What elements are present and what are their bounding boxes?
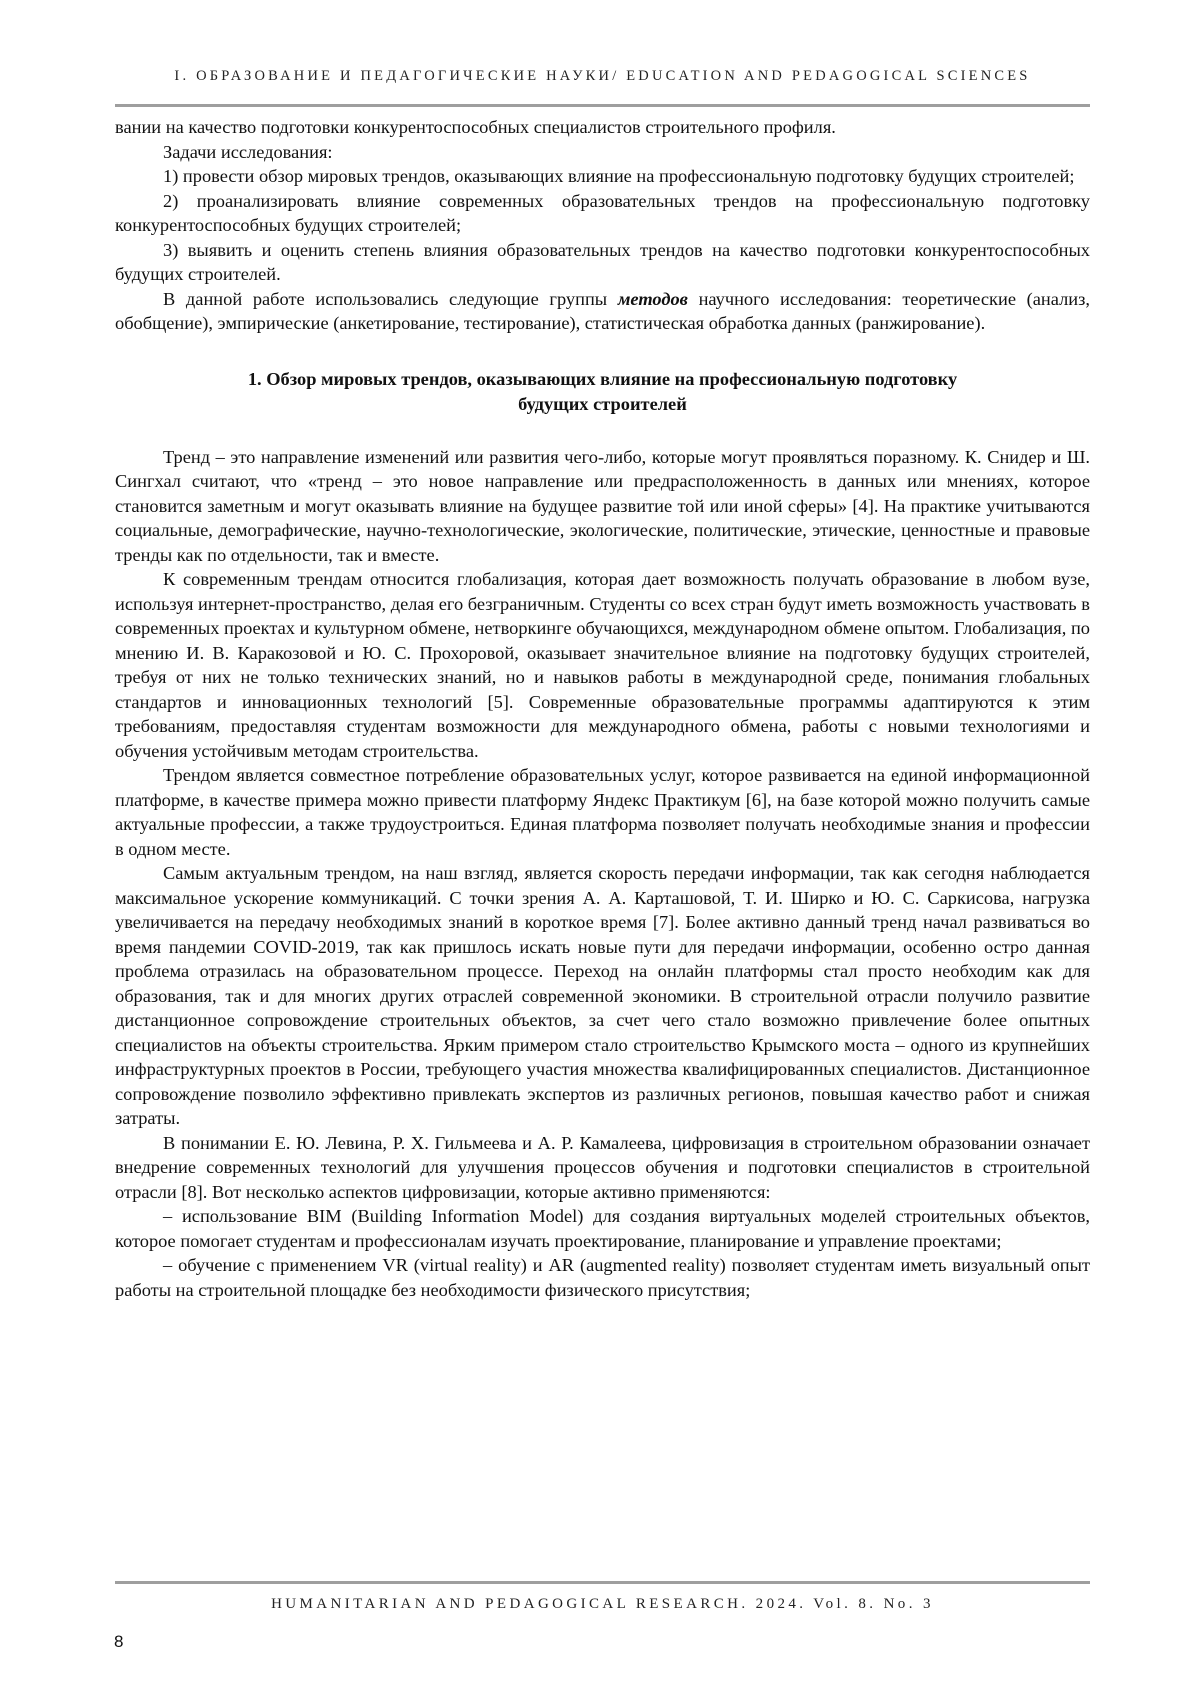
heading-line: будущих строителей: [518, 393, 687, 414]
paragraph: Самым актуальным трендом, на наш взгляд, является скорость передачи информации, так как сегодня наблюдается максимальное ускорение коммуникаций. С точки зрения А. А. Карташовой, Т. И. Ширко и Ю. С. Саркисова, нагрузка увеличивается на передачу необходимых знаний в короткое время [7]. Более активно данный тренд начал развиваться во время пандемии COVID-2019, так как пришлось искать новые пути для передачи информации, особенно остро данная проблема отразилась на образовательном процессе. Переход на онлайн платформы стал просто необходим как для образования, так и для многих других отраслей современной экономики. В строительной отрасли получило развитие дистанционное сопровождение строительных объектов, за счет чего стало возможно привлечение более опытных специалистов на объекты строительства. Ярким примером стало строительство Крымского моста – одного из крупнейших инфраструктурных проектов в России, требующего участия множества квалифицированных специалистов. Дистанционное сопровождение позволило эффективно привлекать экспертов из различных регионов, повышая качество работ и снижая затраты.: [115, 863, 1090, 1128]
paragraph: вании на качество подготовки конкурентоспособных специалистов строительного профиля.: [115, 117, 836, 137]
emphasis: методов: [617, 288, 688, 309]
footer-rule: [115, 1581, 1090, 1584]
methods-paragraph: [115, 287, 1090, 336]
paragraph: В понимании Е. Ю. Левина, Р. Х. Гильмеева и А. Р. Камалеева, цифровизация в строительном образовании означает внедрение современных технологий для улучшения процессов обучения и подготовки специалистов в строительной отрасли [8]. Вот несколько аспектов цифровизации, которые активно применяются:: [115, 1132, 1090, 1202]
paragraph: Задачи исследования:: [163, 141, 333, 162]
paragraph: К современным трендам относится глобализация, которая дает возможность получать образование в любом вузе, используя интернет-пространство, делая его безграничным. Студенты со всех стран будут иметь возможность участвовать в современных проектах и культурном обмене, нетворкинге обучающихся, международном обмене опытом. Глобализация, по мнению И. В. Каракозовой и Ю. С. Прохоровой, оказывает значительное влияние на подготовку будущих строителей, требуя от них не только технических знаний, но и навыков работы в международной среде, понимания глобальных стандартов и инновационных технологий [5]. Современные образовательные программы адаптируются к этим требованиям, предоставляя студентам возможности для международного обмена, работы с новыми технологиями и обучения устойчивым методам строительства.: [115, 569, 1090, 761]
header-rule: [115, 104, 1090, 107]
list-item: 1) провести обзор мировых трендов, оказывающих влияние на профессиональную подготовку будущих строителей;: [163, 166, 1075, 186]
running-head: I. ОБРАЗОВАНИЕ И ПЕДАГОГИЧЕСКИЕ НАУКИ/ EDUCATION AND PEDAGOGICAL SCIENCES: [174, 68, 1031, 84]
list-item: – обучение с применением VR (virtual reality) и AR (augmented reality) позволяет студентам иметь визуальный опыт работы на строительной площадке без необходимости физического присутствия;: [115, 1255, 1090, 1300]
paragraph: Тренд – это направление изменений или развития чего-либо, которые могут проявляться поразному. К. Снидер и Ш. Сингхал считают, что «тренд – это новое направление или предрасположенность в данных или мнениях, которое становится заметным и могут оказывать влияние на будущее развитие той или иной сферы» [4]. На практике учитываются социальные, демографические, научно-технологические, экологические, политические, этические, ценностные и правовые тренды как по отдельности, так и вместе.: [115, 446, 1090, 565]
text-run: В данной работе использовались следующие группы: [163, 288, 618, 309]
list-item: 2) проанализировать влияние современных образовательных трендов на профессиональную подготовку конкурентоспособных будущих строителей;: [115, 190, 1090, 235]
journal-footer: HUMANITARIAN AND PEDAGOGICAL RESEARCH. 2024. Vol. 8. No. 3: [271, 1596, 934, 1612]
list-item: – использование BIM (Building Information Model) для создания виртуальных моделей строительных объектов, которое помогает студентам и профессионалам изучать проектирование, планирование и управление проектами;: [115, 1206, 1090, 1251]
paragraph: Трендом является совместное потребление образовательных услуг, которое развивается на единой информационной платформе, в качестве примера можно привести платформу Яндекс Практикум [6], на базе которой можно получить самые актуальные профессии, а также трудоустроиться. Единая платформа позволяет получать необходимые знания и профессии в одном месте.: [115, 765, 1090, 859]
section-heading: [115, 367, 1090, 417]
heading-line: 1. Обзор мировых трендов, оказывающих влияние на профессиональную подготовку: [247, 368, 958, 389]
article-body: [115, 115, 1090, 1302]
text-run: научного исследования: теоретические (анализ, обобщение), эмпирические (анкетирование, тестирование), статистическая обработка данных (ранжирование).: [115, 288, 1090, 333]
page-number: 8: [114, 1632, 124, 1651]
list-item: 3) выявить и оценить степень влияния образовательных трендов на качество подготовки конкурентоспособных будущих строителей.: [115, 239, 1090, 284]
